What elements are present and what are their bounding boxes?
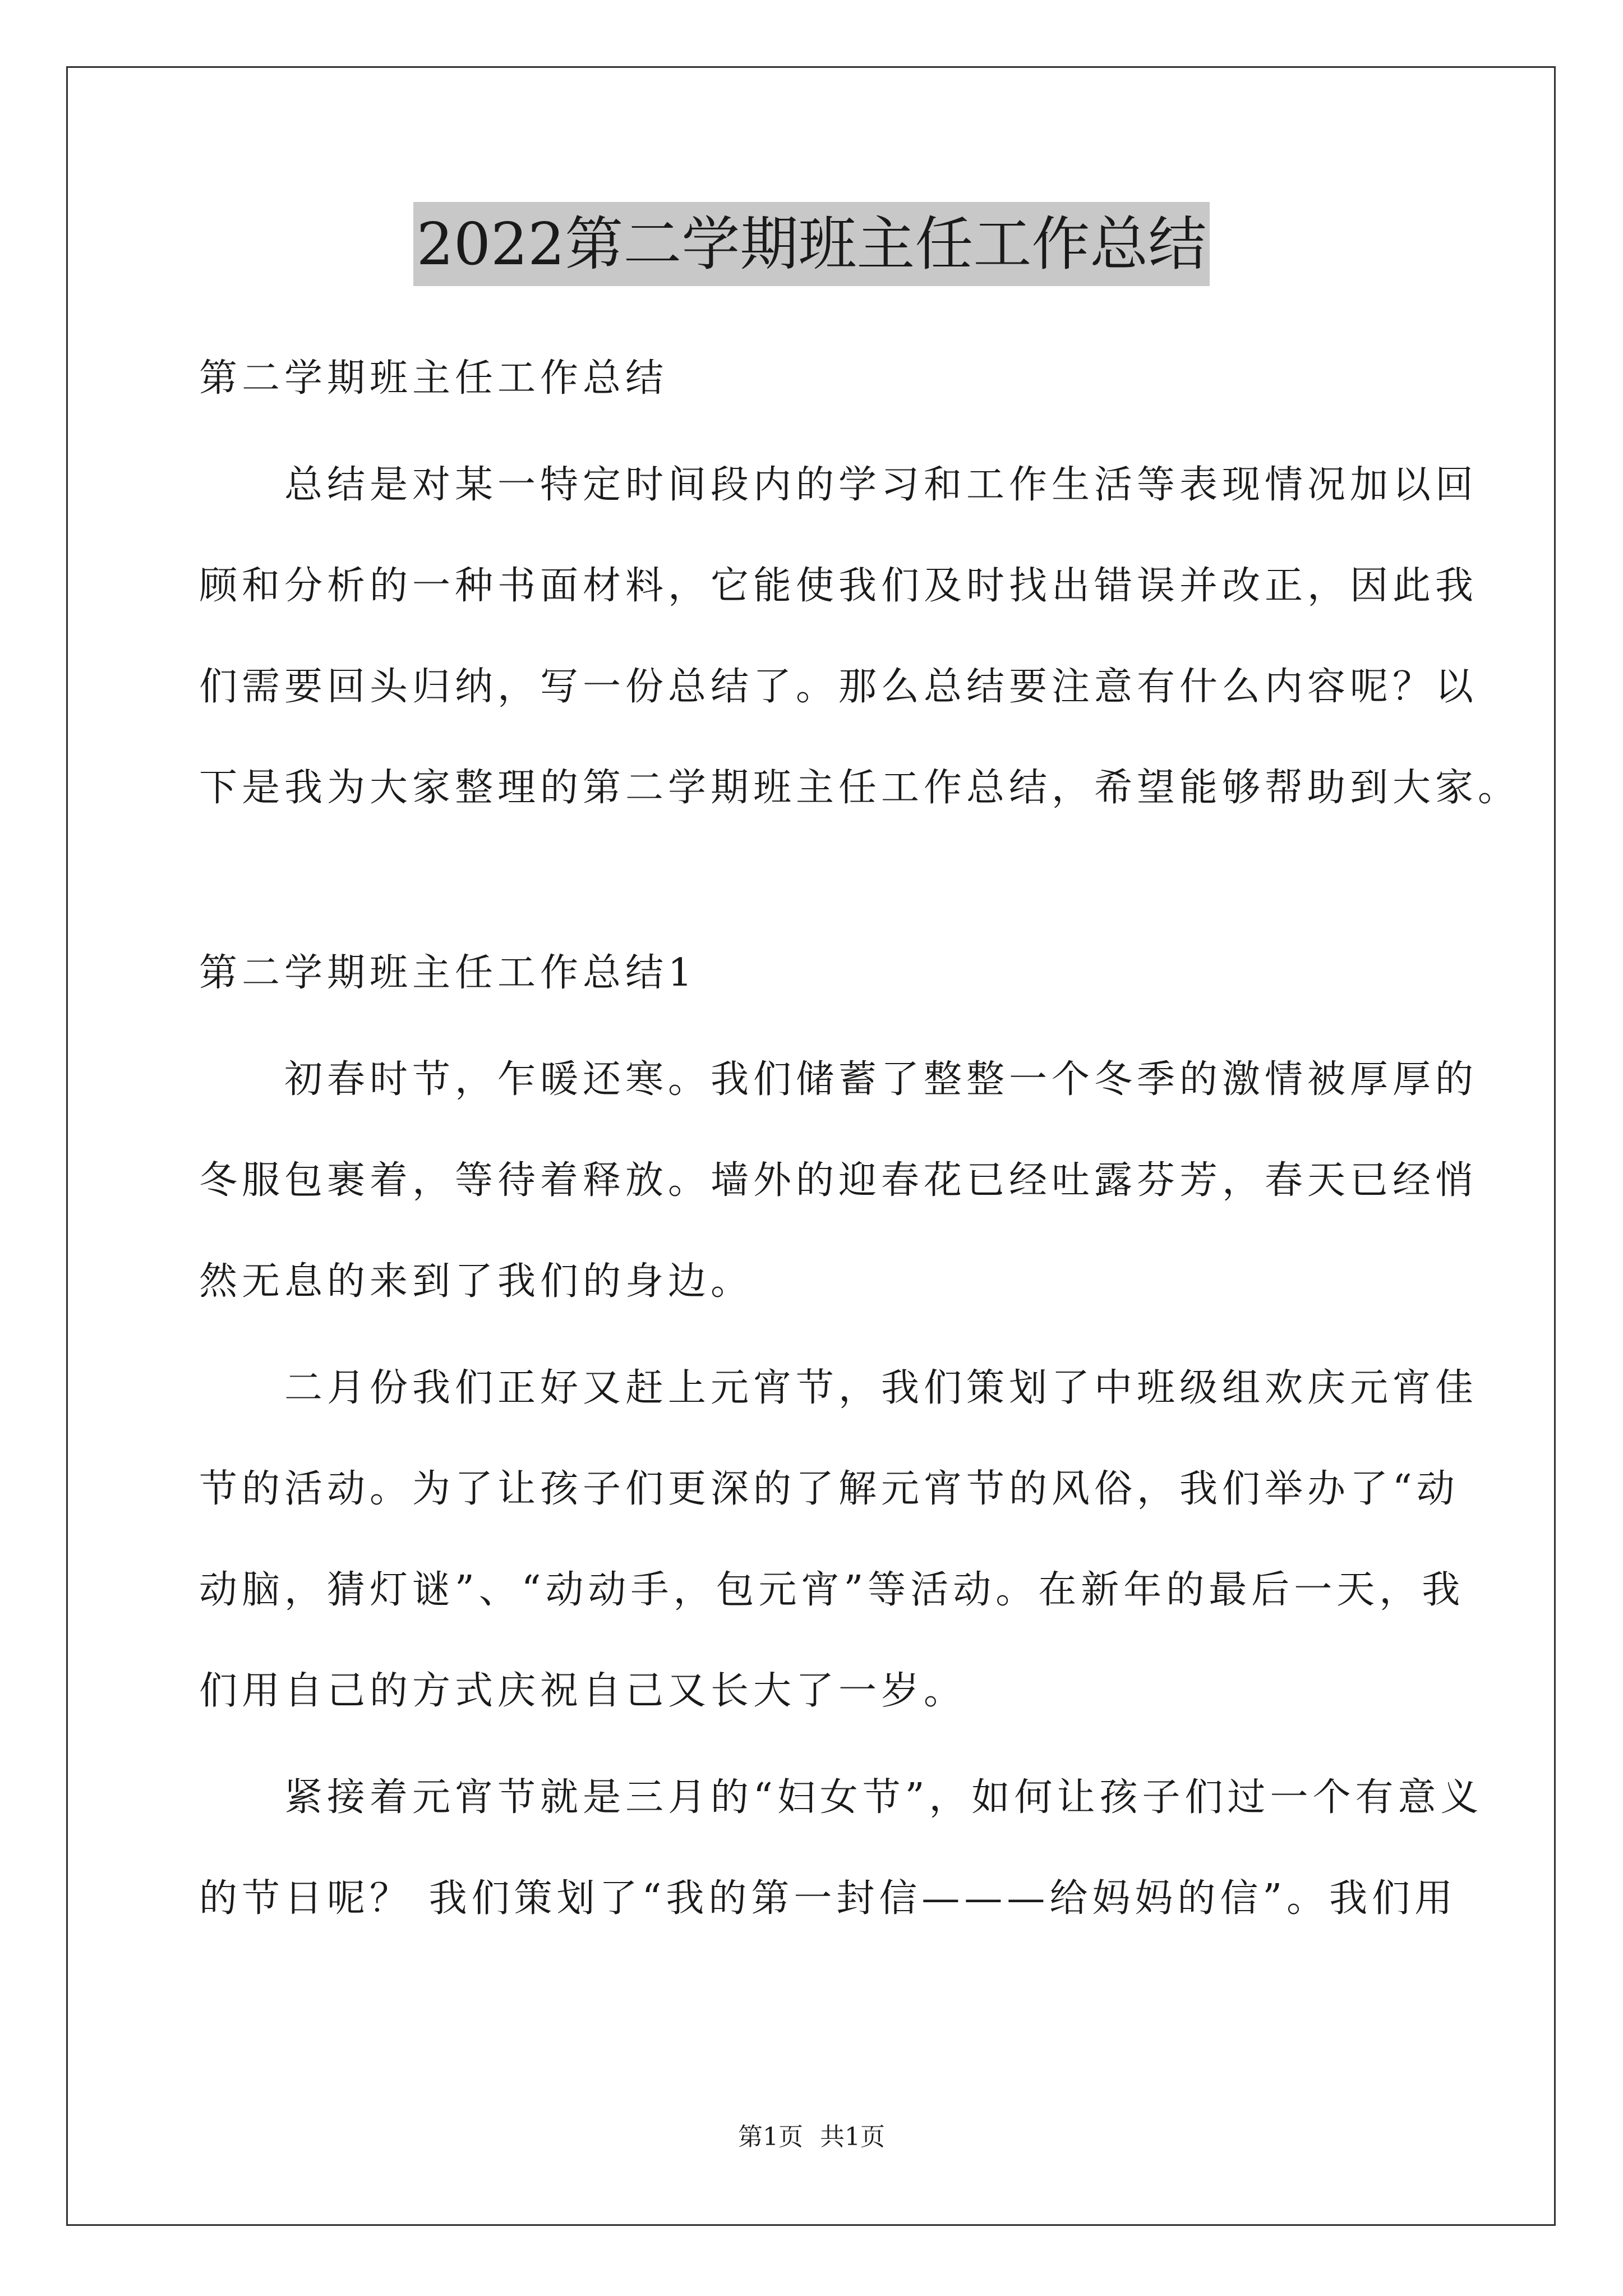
page-total: 共1页 — [820, 2123, 885, 2151]
body-line: 总结是对某一特定时间段内的学习和工作生活等表现情况加以回 — [199, 463, 1478, 507]
page-footer — [0, 2120, 1623, 2154]
document-title: 2022第二学期班主任工作总结 — [413, 202, 1210, 286]
body-line: 冬服包裹着，等待着释放。墙外的迎春花已经吐露芬芳，春天已经悄 — [199, 1158, 1478, 1203]
body-line: 顾和分析的一种书面材料，它能使我们及时找出错误并改正，因此我 — [199, 564, 1478, 608]
body-line: 然无息的来到了我们的身边。 — [199, 1259, 754, 1304]
body-line: 紧接着元宵节就是三月的“妇女节”，如何让孩子们过一个有意义 — [199, 1775, 1483, 1820]
section-heading: 第二学期班主任工作总结1 — [199, 951, 697, 995]
page-number: 第1页 — [738, 2123, 803, 2151]
body-line: 节的活动。为了让孩子们更深的了解元宵节的风俗，我们举办了“动 — [199, 1467, 1459, 1511]
body-line: 们需要回头归纳，写一份总结了。那么总结要注意有什么内容呢？以 — [199, 665, 1478, 709]
body-line: 动脑，猜灯谜”、“动动手，包元宵”等活动。在新年的最后一天，我 — [199, 1568, 1465, 1612]
body-line: 们用自己的方式庆祝自己又长大了一岁。 — [199, 1669, 967, 1713]
body-line: 初春时节，乍暖还寒。我们储蓄了整整一个冬季的激情被厚厚的 — [199, 1057, 1478, 1102]
body-line: 二月份我们正好又赶上元宵节，我们策划了中班级组欢庆元宵佳 — [199, 1366, 1478, 1410]
section-heading: 第二学期班主任工作总结 — [199, 356, 668, 401]
body-line: 的节日呢？ 我们策划了“我的第一封信———给妈妈的信”。我们用 — [199, 1876, 1458, 1921]
body-line: 下是我为大家整理的第二学期班主任工作总结，希望能够帮助到大家。 — [199, 766, 1521, 810]
title-container — [0, 202, 1623, 286]
